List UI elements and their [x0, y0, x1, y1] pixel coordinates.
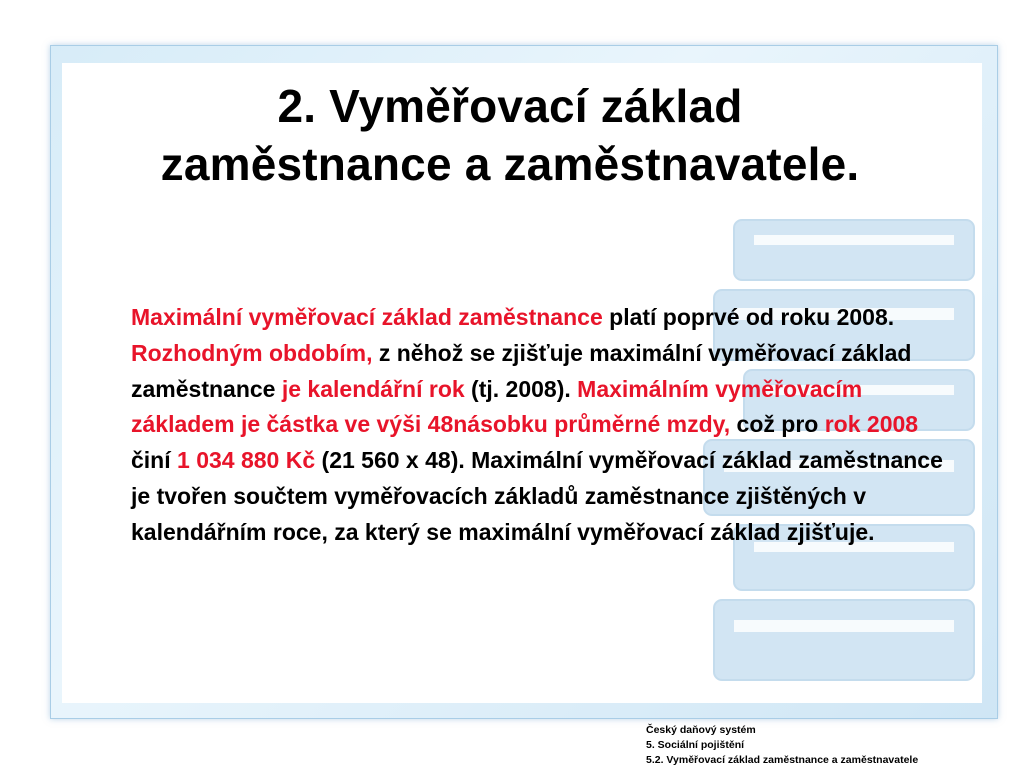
text-from-which: z něhož se zjišťuje maximální vyměřovací základ zaměstnance — [131, 339, 912, 402]
text-year-2008: rok 2008 — [824, 411, 919, 438]
text-max-base: Maximální vyměřovací základ zaměstnance — [131, 304, 603, 330]
text-amount-value: 1 034 880 Kč — [177, 447, 316, 474]
footer-line-2: 5. Sociální pojištění — [646, 739, 745, 751]
text-amounts: činí — [131, 447, 178, 474]
text-which-for: což pro — [730, 411, 825, 438]
title-line-1: 2. Vyměřovací základ — [277, 80, 743, 132]
text-remainder: (21 560 x 48). Maximální vyměřovací základ zaměstnance je tvořen součtem vyměřovacích základů zaměstnance zjištěných v kalendářním roce, za který se maximální vyměřovací základ zjišťuje. — [131, 447, 943, 545]
title-line-2: zaměstnance a zaměstnavatele. — [160, 137, 860, 190]
slide-title — [60, 78, 960, 193]
text-max-base-definition: Maximálním vyměřovacím základem je částka ve výši 48násobku průměrné mzdy, — [131, 375, 863, 438]
text-applies: platí poprvé od roku 2008. — [602, 304, 895, 330]
footer-line-3: 5.2. Vyměřovací základ zaměstnance a zaměstnavatele — [646, 754, 919, 766]
text-ie-2008: (tj. 2008). — [464, 375, 578, 402]
text-calendar-year: je kalendářní rok — [281, 375, 465, 402]
slide-footer — [646, 723, 918, 768]
body-paragraph — [131, 300, 963, 551]
text-decisive-period: Rozhodným obdobím, — [131, 339, 373, 366]
footer-line-1: Český daňový systém — [646, 724, 756, 736]
